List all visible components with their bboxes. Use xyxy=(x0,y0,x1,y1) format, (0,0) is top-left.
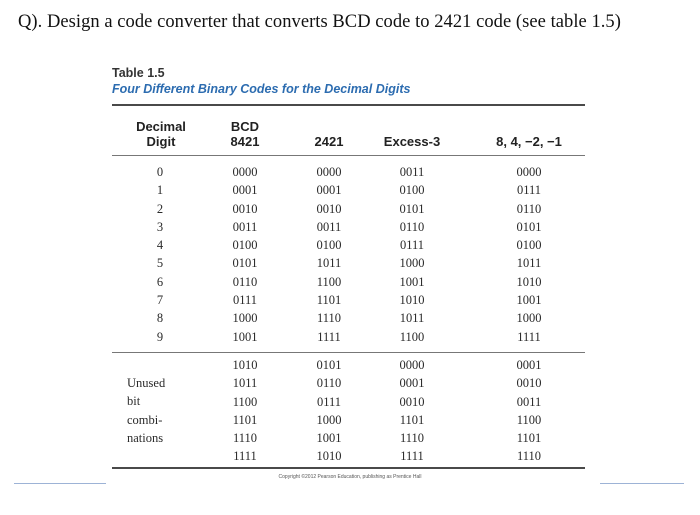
table-cell: 1 xyxy=(156,183,164,198)
table-cell: 0000 xyxy=(516,165,542,179)
table-cell: 0100 xyxy=(516,238,542,253)
table-cell: 0011 xyxy=(399,165,425,179)
code-842m1-column xyxy=(501,163,557,346)
table-cell: 1010 xyxy=(316,449,342,464)
table-caption: Four Different Binary Codes for the Decimal Digits xyxy=(112,82,411,96)
header-bcd-8421: BCD 8421 xyxy=(230,119,260,149)
unused-excess-3-column xyxy=(384,356,440,466)
table-cell: 6 xyxy=(156,274,164,289)
table-cell: 1001 xyxy=(399,274,425,289)
table-cell: 0111 xyxy=(232,293,258,308)
table-cell: 0110 xyxy=(316,376,342,391)
table-cell: 4 xyxy=(156,238,164,253)
digit-column xyxy=(140,163,180,346)
table-cell: 1101 xyxy=(399,412,425,427)
table-cell: 1001 xyxy=(516,293,542,308)
table-cell: 0001 xyxy=(516,358,542,372)
excess-3-column xyxy=(384,163,440,346)
table-cell: 0100 xyxy=(232,238,258,253)
header-2421: 2421 xyxy=(314,134,344,149)
table-cell: 1010 xyxy=(232,358,258,372)
table-cell: 0110 xyxy=(516,201,542,216)
table-cell: 5 xyxy=(156,256,164,271)
table-cell: 1111 xyxy=(317,329,341,344)
table-cell: 0000 xyxy=(316,165,342,179)
table-cell: 1100 xyxy=(399,329,425,344)
table-cell: 9 xyxy=(156,329,164,344)
table-cell: 1111 xyxy=(400,449,424,464)
bcd-column xyxy=(217,163,273,346)
table-cell: 1101 xyxy=(316,293,342,308)
table-top-rule xyxy=(112,104,585,106)
table-cell: 0110 xyxy=(399,219,425,234)
table-cell: 0100 xyxy=(316,238,342,253)
unused-2421-column xyxy=(301,356,357,466)
table-cell: 1111 xyxy=(517,329,541,344)
table-cell: 0000 xyxy=(399,358,425,372)
table-cell: 0100 xyxy=(399,183,425,198)
table-cell: 1000 xyxy=(399,256,425,271)
table-cell: 3 xyxy=(156,219,164,234)
table-cell: 1011 xyxy=(399,311,425,326)
table-cell: 1010 xyxy=(399,293,425,308)
header-rule xyxy=(112,155,585,156)
right-divider-line xyxy=(600,483,684,484)
table-cell: 0010 xyxy=(232,201,258,216)
table-cell: 8 xyxy=(156,311,164,326)
table-cell: 0010 xyxy=(516,376,542,391)
table-cell: 0101 xyxy=(399,201,425,216)
table-cell: 0101 xyxy=(232,256,258,271)
table-cell: 0010 xyxy=(316,201,342,216)
table-cell: 1110 xyxy=(399,431,425,446)
table-cell: 1111 xyxy=(233,449,257,464)
table-cell: 1001 xyxy=(232,329,258,344)
unused-bcd-column xyxy=(217,356,273,466)
table-cell: 1011 xyxy=(232,376,258,391)
table-cell: 0001 xyxy=(399,376,425,391)
table-cell: 1000 xyxy=(516,311,542,326)
header-decimal-digit: Decimal Digit xyxy=(136,119,186,149)
table-cell: 0111 xyxy=(516,183,542,198)
table-cell: 1100 xyxy=(232,394,258,409)
table-cell: 0111 xyxy=(399,238,425,253)
table-cell: 0001 xyxy=(232,183,258,198)
unused-label: Unused bit combi- nations xyxy=(127,376,166,445)
table-cell: 0 xyxy=(156,165,164,179)
copyright-note: Copyright ©2012 Pearson Education, publishing as Prentice Hall xyxy=(278,474,422,480)
table-cell: 1000 xyxy=(232,311,258,326)
table-cell: 1010 xyxy=(516,274,542,289)
table-cell: 1110 xyxy=(232,431,258,446)
table-cell: 0010 xyxy=(399,394,425,409)
unused-separator-rule xyxy=(112,352,585,353)
unused-842m1-column xyxy=(501,356,557,466)
table-cell: 1011 xyxy=(516,256,542,271)
table-cell: 7 xyxy=(156,293,164,308)
table-cell: 0101 xyxy=(316,358,342,372)
table-cell: 1110 xyxy=(516,449,542,464)
table-cell: 0011 xyxy=(232,219,258,234)
table-cell: 0101 xyxy=(516,219,542,234)
table-cell: 0111 xyxy=(316,394,342,409)
table-cell: 1001 xyxy=(316,431,342,446)
table-cell: 0011 xyxy=(316,219,342,234)
table-cell: 2 xyxy=(156,201,164,216)
header-excess-3: Excess-3 xyxy=(383,134,441,149)
question-text: Q). Design a code converter that converts BCD code to 2421 code (see table 1.5) xyxy=(18,12,621,32)
table-cell: 1000 xyxy=(316,412,342,427)
left-divider-line xyxy=(14,483,106,484)
header-8-4-m2-m1: 8, 4, −2, −1 xyxy=(496,134,562,149)
table-cell: 1101 xyxy=(516,431,542,446)
code-2421-column xyxy=(301,163,357,346)
table-cell: 0001 xyxy=(316,183,342,198)
table-cell: 1011 xyxy=(316,256,342,271)
table-cell: 0000 xyxy=(232,165,258,179)
table-bottom-rule xyxy=(112,467,585,469)
table-cell: 0110 xyxy=(232,274,258,289)
table-cell: 1110 xyxy=(316,311,342,326)
table-cell: 0011 xyxy=(516,394,542,409)
table-cell: 1100 xyxy=(316,274,342,289)
table-label: Table 1.5 xyxy=(112,66,165,80)
table-cell: 1100 xyxy=(516,412,542,427)
table-cell: 1101 xyxy=(232,412,258,427)
